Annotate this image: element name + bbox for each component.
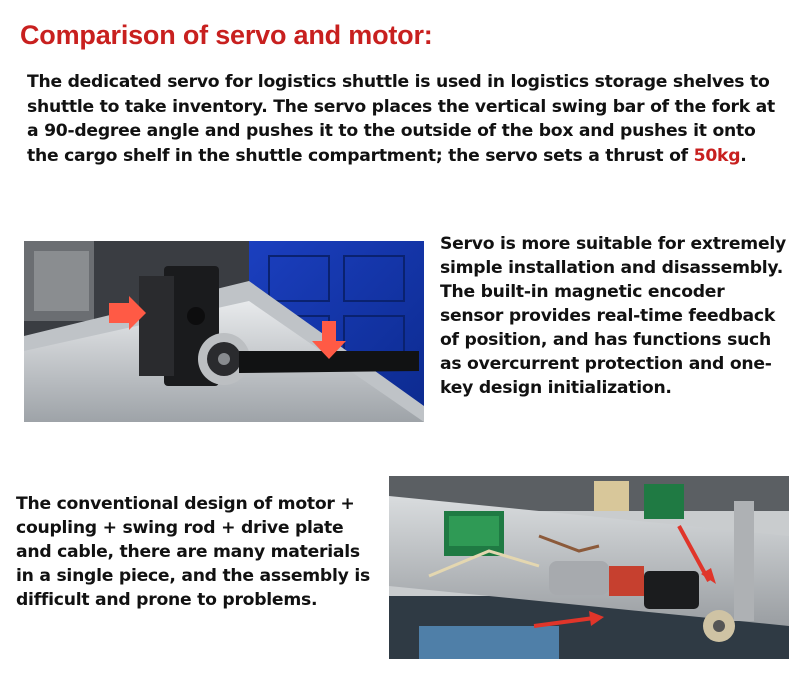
servo-description: Servo is more suitable for extremely simple installation and disassembly. The built-in magnetic encoder sensor provides real-time feedback of position, and has functions such as overcurrent protection and one-key design initialization. (440, 234, 786, 398)
intro-paragraph (27, 70, 792, 168)
intro-text-after: . (740, 145, 747, 166)
page-title: Comparison of servo and motor: (20, 20, 433, 50)
thrust-value-highlight: 50kg (693, 145, 741, 166)
motor-description: The conventional design of motor + coupling + swing rod + drive plate and cable, there are many materials in a single piece, and the assembly is difficult and prone to problems. (16, 494, 370, 610)
servo-swing-arm-photo (24, 241, 424, 422)
motor-assembly-photo (389, 476, 789, 659)
intro-text-before: The dedicated servo for logistics shuttle is used in logistics storage shelves to shuttle to take inventory. The servo places the vertical swing bar of the fork at a 90-degree angle and pushes it to the outside of the box and pushes it onto the cargo shelf in the shuttle compartment; the servo sets a thrust of (27, 72, 775, 166)
